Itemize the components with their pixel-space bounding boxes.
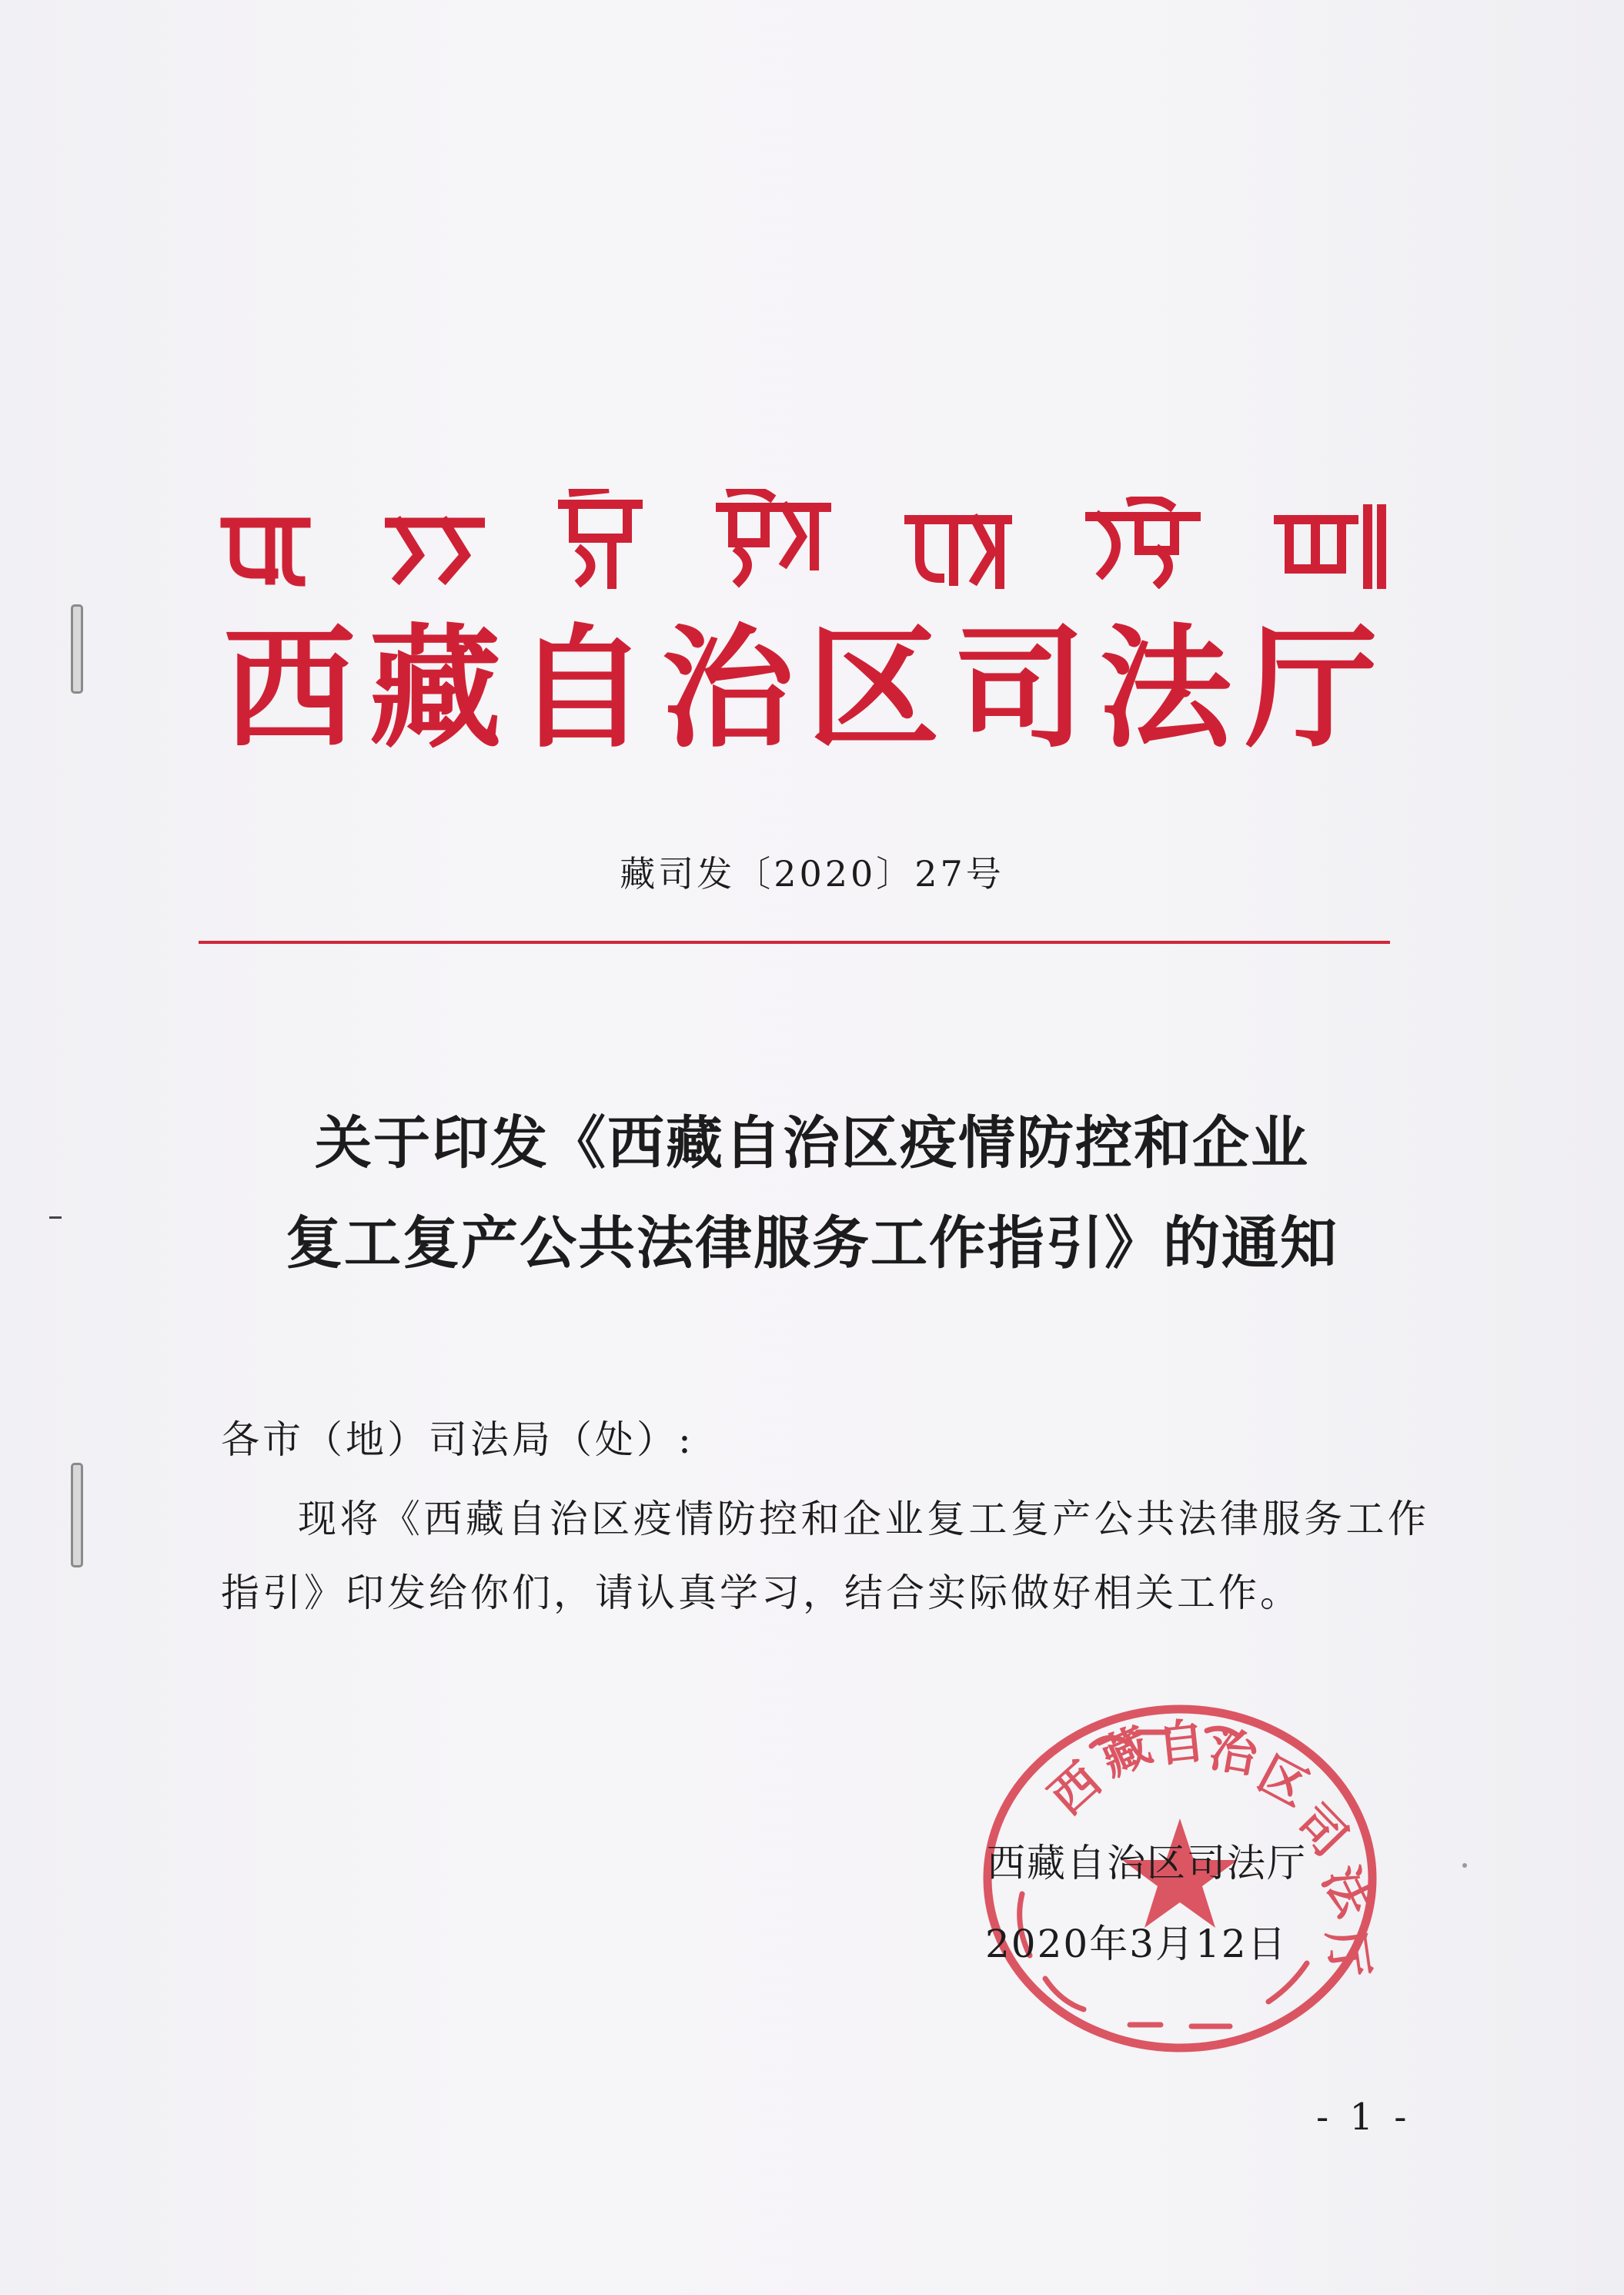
tibetan-word-graphic bbox=[904, 504, 1012, 589]
paper-speck bbox=[1462, 1863, 1467, 1868]
org-title-char: 西 bbox=[223, 611, 356, 766]
issuer-signature: 西藏自治区司法厅 bbox=[987, 1841, 1307, 1885]
staple-mark bbox=[71, 1463, 83, 1567]
tibetan-word-graphic bbox=[716, 489, 831, 589]
tibetan-word-graphic bbox=[1085, 497, 1201, 589]
svg-text:自: 自 bbox=[1154, 1711, 1208, 1773]
svg-text:治: 治 bbox=[1205, 1720, 1262, 1785]
org-title-char: 藏 bbox=[369, 611, 502, 766]
notice-title-line: 关于印发《西藏自治区疫情防控和企业 bbox=[315, 1110, 1309, 1176]
org-title-char: 自 bbox=[515, 611, 648, 766]
tibetan-org-name bbox=[219, 489, 1389, 589]
svg-text:厅: 厅 bbox=[1317, 1925, 1380, 1982]
tibetan-word-graphic bbox=[1274, 504, 1389, 589]
document-number: 藏司发〔2020〕27号 bbox=[620, 853, 1004, 895]
issuing-organization-title bbox=[223, 611, 1378, 766]
org-title-char: 厅 bbox=[1245, 611, 1378, 766]
tibetan-word-graphic bbox=[385, 512, 485, 589]
red-separator-line bbox=[199, 941, 1390, 944]
body-paragraph: 现将《西藏自治区疫情防控和企业复工复产公共法律服务工作指引》印发给你们，请认真学习，结合实际做好相关工作。 bbox=[221, 1497, 1429, 1615]
notice-title bbox=[0, 1093, 1624, 1293]
svg-text:藏: 藏 bbox=[1092, 1716, 1159, 1788]
salutation: 各市（地）司法局（处）: bbox=[221, 1417, 694, 1462]
svg-text:司: 司 bbox=[1285, 1793, 1358, 1868]
tibetan-word-graphic bbox=[558, 489, 643, 589]
staple-mark bbox=[71, 604, 83, 694]
svg-text:西: 西 bbox=[1038, 1751, 1112, 1826]
page-number: - 1 - bbox=[1316, 2096, 1412, 2139]
tibetan-word-graphic bbox=[219, 512, 312, 589]
org-title-char: 区 bbox=[807, 611, 940, 766]
svg-text:区: 区 bbox=[1248, 1745, 1318, 1818]
svg-text:法: 法 bbox=[1312, 1857, 1384, 1925]
issue-date: 2020年3月12日 bbox=[985, 1922, 1288, 1966]
org-title-char: 治 bbox=[661, 611, 794, 766]
org-title-char: 司 bbox=[953, 611, 1086, 766]
notice-title-line: 复工复产公共法律服务工作指引》的通知 bbox=[286, 1210, 1338, 1276]
org-title-char: 法 bbox=[1099, 611, 1232, 766]
